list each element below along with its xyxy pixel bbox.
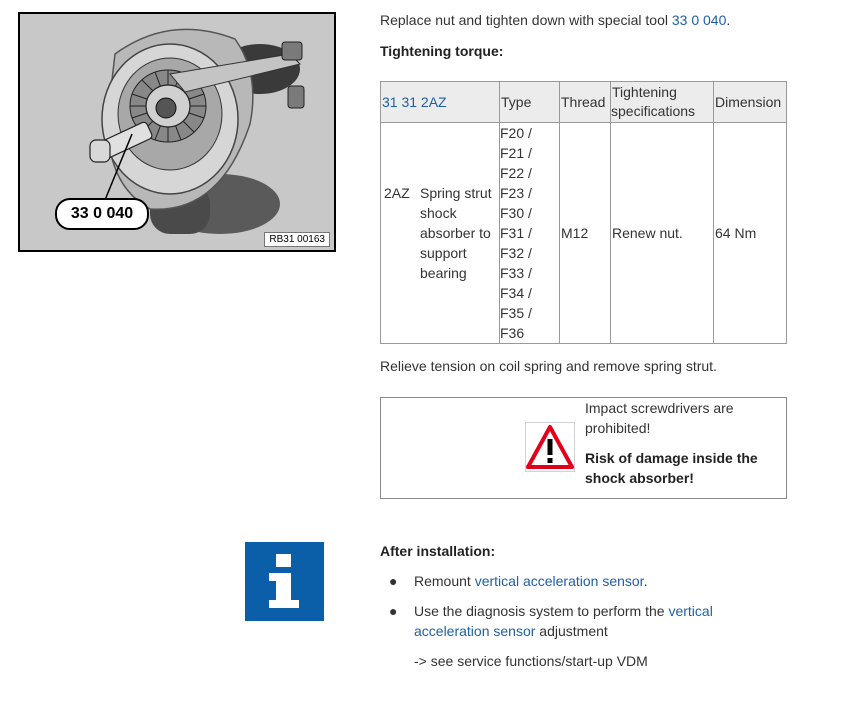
- step-replace-nut: [380, 12, 730, 28]
- list-note: [380, 651, 740, 671]
- vertical-acceleration-sensor-adjust-link[interactable]: vertical acceleration sensor: [414, 603, 713, 639]
- header-type: Type: [500, 82, 560, 123]
- torque-table: [380, 81, 787, 344]
- after-installation-heading: After installation:: [380, 543, 496, 559]
- cell-dimension: 64 Nm: [714, 123, 787, 344]
- row-description: Spring strut shock absorber to support bearing: [420, 185, 492, 281]
- header-spec: Tightening specifications: [611, 82, 714, 123]
- step-relieve-tension: Relieve tension on coil spring and remove spring strut.: [380, 358, 717, 374]
- step-replace-nut-suffix: .: [726, 12, 731, 28]
- step-replace-nut-text: Replace nut and tighten down with special tool: [380, 12, 672, 28]
- header-ref: [381, 82, 500, 123]
- torque-heading: Tightening torque:: [380, 43, 504, 59]
- special-tool-link[interactable]: 33 0 040: [671, 12, 727, 28]
- service-functions-note: -> see service functions/start-up VDM: [414, 653, 648, 669]
- cell-thread: M12: [560, 123, 611, 344]
- warning-triangle-icon: [525, 422, 575, 472]
- table-row: [381, 123, 787, 344]
- special-tool-figure: [18, 12, 336, 252]
- warning-box: [380, 397, 787, 499]
- bullet-icon: ●: [389, 603, 398, 619]
- warning-text: [585, 398, 765, 488]
- cell-type: [500, 123, 560, 344]
- header-thread: Thread: [560, 82, 611, 123]
- cell-ref: [381, 123, 500, 344]
- figure-reference: RB31 00163: [264, 232, 330, 247]
- vertical-acceleration-sensor-link[interactable]: vertical acceleration sensor: [474, 573, 644, 589]
- row-code: 2AZ: [384, 185, 410, 201]
- warning-line-1: Impact screwdrivers are prohibited!: [585, 400, 734, 436]
- after-installation-list: [380, 571, 740, 681]
- warning-line-2: Risk of damage inside the shock absorber!: [585, 450, 758, 486]
- bullet-icon: ●: [389, 573, 398, 589]
- list-item: ● Use the diagnosis system to perform the vertical acceleration sensor adjustment: [389, 603, 713, 639]
- special-tool-callout: 33 0 040: [55, 198, 149, 230]
- torque-reference-link[interactable]: 31 31 2AZ: [382, 93, 447, 110]
- row-type: F20 / F21 / F22 / F23 / F30 / F31 / F32 / F33 / F34 / F35 / F36: [500, 125, 532, 341]
- cell-spec: Renew nut.: [611, 123, 714, 344]
- info-icon: [245, 542, 324, 621]
- table-header-row: [381, 82, 787, 123]
- list-item: ● Remount vertical acceleration sensor.: [389, 573, 648, 589]
- header-dimension: Dimension: [714, 82, 787, 123]
